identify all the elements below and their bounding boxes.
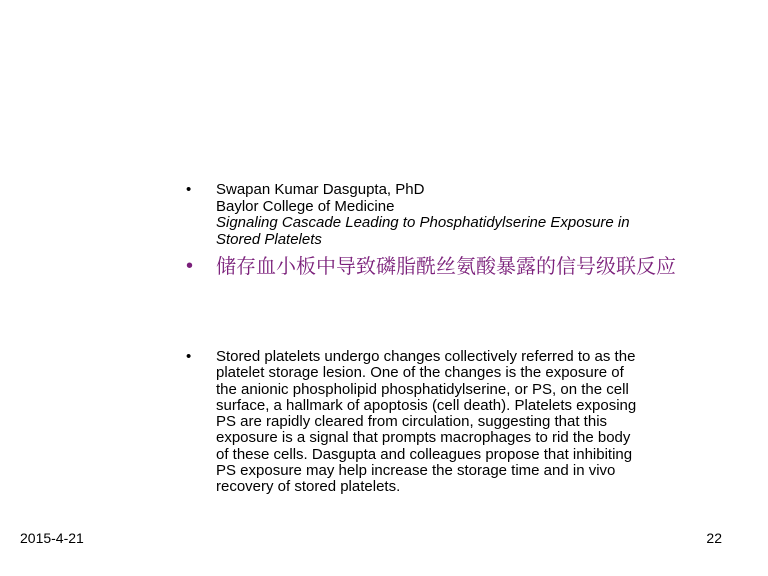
chinese-title-bullet-block xyxy=(186,255,706,277)
abstract-line: platelet storage lesion. One of the changes is the exposure of xyxy=(216,364,624,382)
bullet-icon: • xyxy=(186,348,192,365)
abstract-bullet-item xyxy=(186,349,706,496)
chinese-title-bullet-item xyxy=(186,255,706,277)
footer-date: 2015-4-21 xyxy=(20,530,84,546)
abstract-line: PS exposure may help increase the storage time and in vivo xyxy=(216,462,616,480)
author-name: Swapan Kumar Dasgupta, PhD xyxy=(216,181,425,198)
chinese-title: 储存血小板中导致磷脂酰丝氨酸暴露的信号级联反应 xyxy=(216,254,676,278)
abstract-line: recovery of stored platelets. xyxy=(216,478,401,496)
abstract-bullet-block xyxy=(186,349,706,496)
author-institution: Baylor College of Medicine xyxy=(216,197,395,215)
paper-title-line-2: Stored Platelets xyxy=(216,230,322,248)
abstract-line: surface, a hallmark of apoptosis (cell death). Platelets exposing xyxy=(216,396,637,414)
abstract-line: PS are rapidly cleared from circulation, suggesting that this xyxy=(216,413,608,431)
page-number: 22 xyxy=(706,530,722,546)
abstract-line: Stored platelets undergo changes collectively referred to as the xyxy=(216,348,636,365)
abstract-line: exposure is a signal that prompts macrophages to rid the body xyxy=(216,429,631,447)
paper-title-line-1: Signaling Cascade Leading to Phosphatidylserine Exposure in xyxy=(216,214,630,231)
bullet-icon: • xyxy=(186,255,194,277)
abstract-line: of these cells. Dasgupta and colleagues propose that inhibiting xyxy=(216,445,633,463)
abstract-line: the anionic phospholipid phosphatidylserine, or PS, on the cell xyxy=(216,380,629,398)
author-bullet-item xyxy=(186,182,706,248)
bullet-icon: • xyxy=(186,181,192,198)
author-bullet-block xyxy=(186,182,706,248)
